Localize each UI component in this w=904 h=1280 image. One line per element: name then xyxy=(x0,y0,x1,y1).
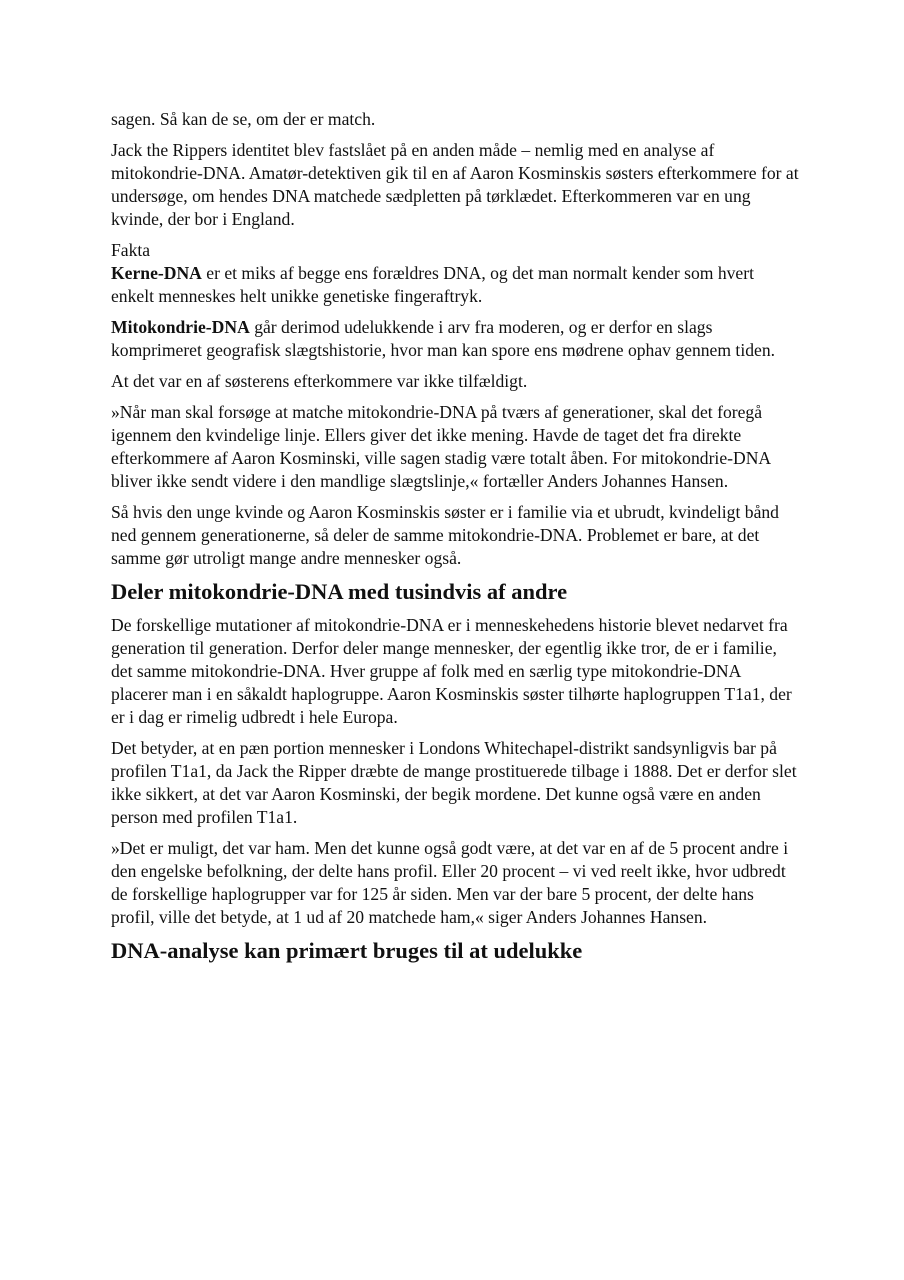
paragraph-quote-1: »Når man skal forsøge at matche mitokondrie-DNA på tværs af generationer, skal det foregå igennem den kvindelige linje. Ellers giver det ikke mening. Havde de taget det fra direkte efterkommere af Aaron Kosminski, ville sagen stadig være totalt åben. For mitokondrie-DNA bliver ikke sendt videre i den mandlige slægtslinje,« fortæller Anders Johannes Hansen. xyxy=(111,402,771,491)
paragraph-kerne-dna xyxy=(111,262,801,308)
definition-mitokondrie-dna: går derimod udelukkende i arv fra moderen, og er derfor en slags komprimeret geografisk slægtshistorie, hvor man kan spore ens mødrene ophav gennem tiden. xyxy=(111,317,776,360)
document-page xyxy=(111,108,801,973)
paragraph-mitokondrie-dna xyxy=(111,316,801,362)
definition-kerne-dna: er et miks af begge ens forældres DNA, og det man normalt kender som hvert enkelt menneskes helt unikke genetiske fingeraftryk. xyxy=(111,263,754,306)
paragraph-mutations: De forskellige mutationer af mitokondrie-DNA er i menneskehedens historie blevet nedarvet fra generation til generation. Derfor deler mange mennesker, der egentlig ikke tror, de er i familie, det samme mitokondrie-DNA. Hver gruppe af folk med en særlig type mitokondrie-DNA placerer man i en såkaldt haplogruppe. Aaron Kosminskis søster tilhørte haplogruppen T1a1, der er i dag er rimelig udbredt i hele Europa. xyxy=(111,615,792,727)
paragraph-identity: Jack the Rippers identitet blev fastslået på en anden måde – nemlig med en analyse af mitokondrie-DNA. Amatør-detektiven gik til en af Aaron Kosminskis søsters efterkommere for at undersøge, om hendes DNA matchede sædpletten på tørklædet. Efterkommeren var en ung kvinde, der bor i England. xyxy=(111,140,799,229)
heading-shared-dna: Deler mitokondrie-DNA med tusindvis af andre xyxy=(111,579,568,604)
heading-dna-analysis: DNA-analyse kan primært bruges til at udelukke xyxy=(111,938,583,963)
paragraph-whitechapel: Det betyder, at en pæn portion mennesker i Londons Whitechapel-distrikt sandsynligvis bar på profilen T1a1, da Jack the Ripper dræbte de mange prostituerede tilbage i 1888. Det er derfor slet ikke sikkert, at det var Aaron Kosminski, der begik mordene. Det kunne også være en anden person med profilen T1a1. xyxy=(111,738,797,827)
paragraph-sister: At det var en af søsterens efterkommere var ikke tilfældigt. xyxy=(111,371,528,391)
term-kerne-dna: Kerne-DNA xyxy=(111,263,202,283)
term-mitokondrie-dna: Mitokondrie-DNA xyxy=(111,317,250,337)
paragraph-family: Så hvis den unge kvinde og Aaron Kosminskis søster er i familie via et ubrudt, kvindeligt bånd ned gennem generationerne, så deler de samme mitokondrie-DNA. Problemet er bare, at det samme gør utroligt mange andre mennesker også. xyxy=(111,502,779,568)
paragraph-intro: sagen. Så kan de se, om der er match. xyxy=(111,109,376,129)
paragraph-quote-2: »Det er muligt, det var ham. Men det kunne også godt være, at det var en af de 5 procent andre i den engelske befolkning, der delte hans profil. Eller 20 procent – vi ved reelt ikke, hvor udbredt de forskellige haplogrupper var for 125 år siden. Men var der bare 5 procent, der delte hans profil, ville det betyde, at 1 ud af 20 matchede ham,« siger Anders Johannes Hansen. xyxy=(111,838,789,927)
fakta-label: Fakta xyxy=(111,240,151,260)
